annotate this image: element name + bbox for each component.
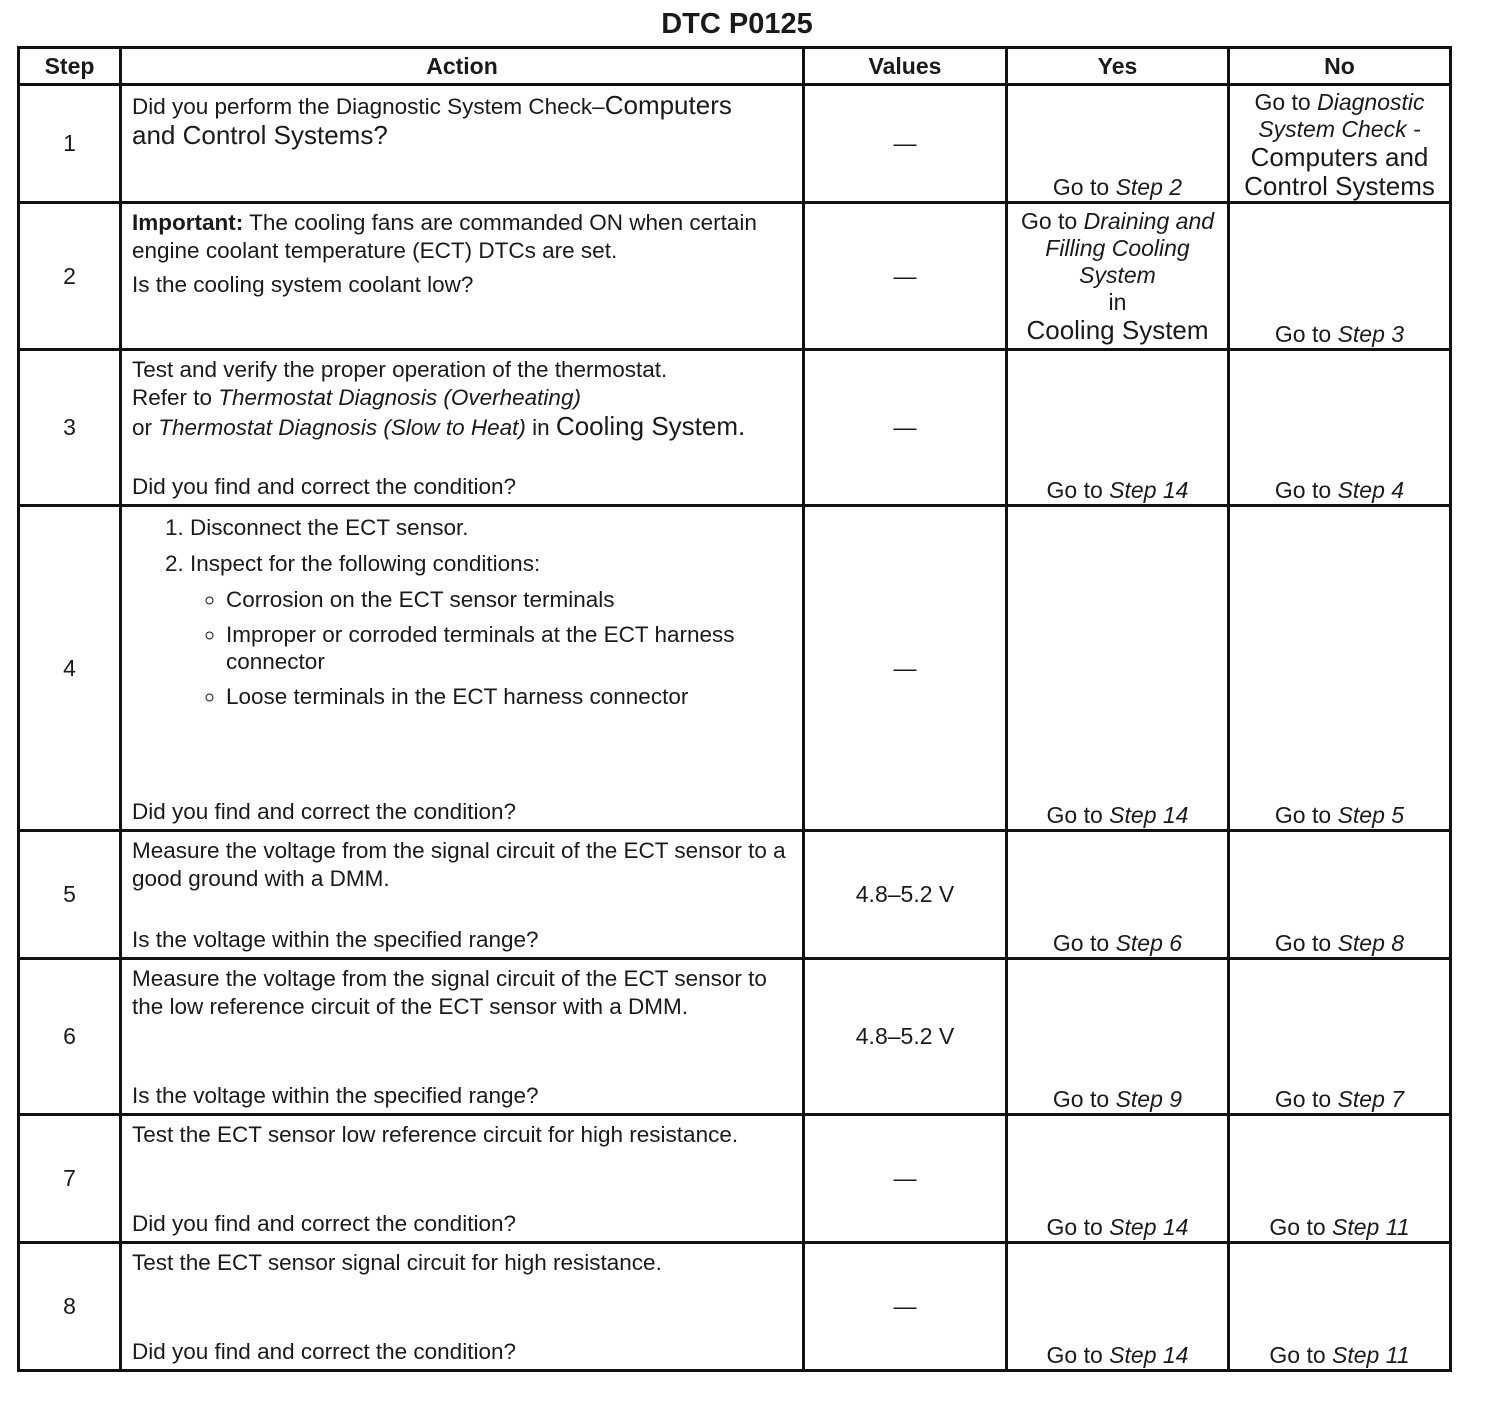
action-text: Test the ECT sensor low reference circuit for high resistance. [132,1122,739,1147]
step-number: 6 [19,959,121,1115]
page-title: DTC P0125 [661,8,813,40]
step-number: 2 [19,203,121,350]
values-cell: — [804,203,1007,350]
important-note: Important: The cooling fans are commanded ON when certain engine coolant temperature (ECT) DTCs are set. [132,210,757,263]
yes-cell [1007,203,1229,350]
table-row [19,831,1451,959]
action-cell [121,203,804,350]
action-text: Test and verify the proper operation of the thermostat. Refer to Thermostat Diagnosis (Overheating) or Thermostat Diagnosis (Slow to Heat) in Cooling System. [132,357,746,441]
table-row [19,959,1451,1115]
no-goto[interactable]: Go to Step 7 [1274,1086,1405,1112]
diagnostic-table [17,46,1452,1372]
values-cell: 4.8–5.2 V [804,831,1007,959]
step-number: 4 [19,506,121,831]
values-cell: — [804,350,1007,506]
yes-cell [1007,506,1229,831]
list-item: ◦ Corrosion on the ECT sensor terminals [226,586,794,613]
yes-goto[interactable]: Go to Step 14 [1046,802,1189,828]
table-row [19,203,1451,350]
table-header-row [19,48,1451,85]
no-goto[interactable]: Go to Step 3 [1274,321,1405,347]
values-cell: — [804,1243,1007,1371]
step-number: 7 [19,1115,121,1243]
yes-goto[interactable]: Go to Step 2 [1052,174,1183,200]
action-cell [121,1115,804,1243]
values-cell: — [804,85,1007,203]
values-cell: 4.8–5.2 V [804,959,1007,1115]
yes-goto[interactable]: Go to Draining and Filling Cooling System in Cooling System [1020,207,1215,345]
action-cell [121,350,804,506]
yes-cell [1007,1243,1229,1371]
yes-goto[interactable]: Go to Step 9 [1052,1086,1183,1112]
header-step: Step [19,48,121,85]
table-row [19,506,1451,831]
no-cell [1229,506,1451,831]
action-question: Is the voltage within the specified range? [132,927,539,952]
no-goto[interactable]: Go to Diagnostic System Check - Computers and Control Systems [1244,89,1435,201]
step-number: 1 [19,85,121,203]
no-cell [1229,350,1451,506]
action-question: Is the voltage within the specified range? [132,1083,539,1108]
action-text: Test the ECT sensor signal circuit for high resistance. [132,1250,662,1275]
table-row [19,1243,1451,1371]
action-cell [121,506,804,831]
no-cell [1229,831,1451,959]
action-question: Did you find and correct the condition? [132,474,516,499]
action-question: Did you find and correct the condition? [132,1211,516,1236]
yes-cell [1007,959,1229,1115]
procedure-step: 2. Inspect for the following conditions: ◦ Corrosion on the ECT sensor terminals ◦ Improper or corroded terminals at the ECT harness connector ◦ Loose terminals in the ECT harness connector [190,550,794,710]
header-action: Action [121,48,804,85]
action-cell [121,831,804,959]
procedure-step: 1. Disconnect the ECT sensor. [190,514,794,542]
action-question: Is the cooling system coolant low? [132,272,474,297]
values-cell: — [804,506,1007,831]
step-number: 3 [19,350,121,506]
no-goto[interactable]: Go to Step 4 [1274,477,1405,503]
yes-goto[interactable]: Go to Step 14 [1046,477,1189,503]
header-values: Values [804,48,1007,85]
table-row [19,1115,1451,1243]
no-goto[interactable]: Go to Step 8 [1274,930,1405,956]
condition-list [190,586,794,710]
table-row [19,85,1451,203]
list-item: ◦ Loose terminals in the ECT harness connector [226,683,794,710]
yes-cell [1007,1115,1229,1243]
action-question: Did you find and correct the condition? [132,799,516,824]
yes-cell [1007,350,1229,506]
yes-goto[interactable]: Go to Step 14 [1046,1342,1189,1368]
procedure-list [132,514,794,718]
action-cell [121,959,804,1115]
no-goto[interactable]: Go to Step 11 [1269,1214,1410,1240]
no-goto[interactable]: Go to Step 11 [1269,1342,1410,1368]
no-cell [1229,959,1451,1115]
action-text: Measure the voltage from the signal circuit of the ECT sensor to a good ground with a DMM. [132,838,786,891]
values-cell: — [804,1115,1007,1243]
yes-goto[interactable]: Go to Step 6 [1052,930,1183,956]
no-cell [1229,1115,1451,1243]
no-cell [1229,1243,1451,1371]
action-text: Did you perform the Diagnostic System Check–Computers and Control Systems? [132,90,732,150]
step-number: 8 [19,1243,121,1371]
header-yes: Yes [1007,48,1229,85]
yes-cell [1007,85,1229,203]
step-number: 5 [19,831,121,959]
action-question: Did you find and correct the condition? [132,1339,516,1364]
yes-goto[interactable]: Go to Step 14 [1046,1214,1189,1240]
no-cell [1229,203,1451,350]
action-cell [121,1243,804,1371]
header-no: No [1229,48,1451,85]
action-cell [121,85,804,203]
table-row [19,350,1451,506]
no-goto[interactable]: Go to Step 5 [1274,802,1405,828]
action-text: Measure the voltage from the signal circuit of the ECT sensor to the low reference circuit of the ECT sensor with a DMM. [132,966,767,1019]
list-item: ◦ Improper or corroded terminals at the ECT harness connector [226,621,794,675]
yes-cell [1007,831,1229,959]
no-cell [1229,85,1451,203]
